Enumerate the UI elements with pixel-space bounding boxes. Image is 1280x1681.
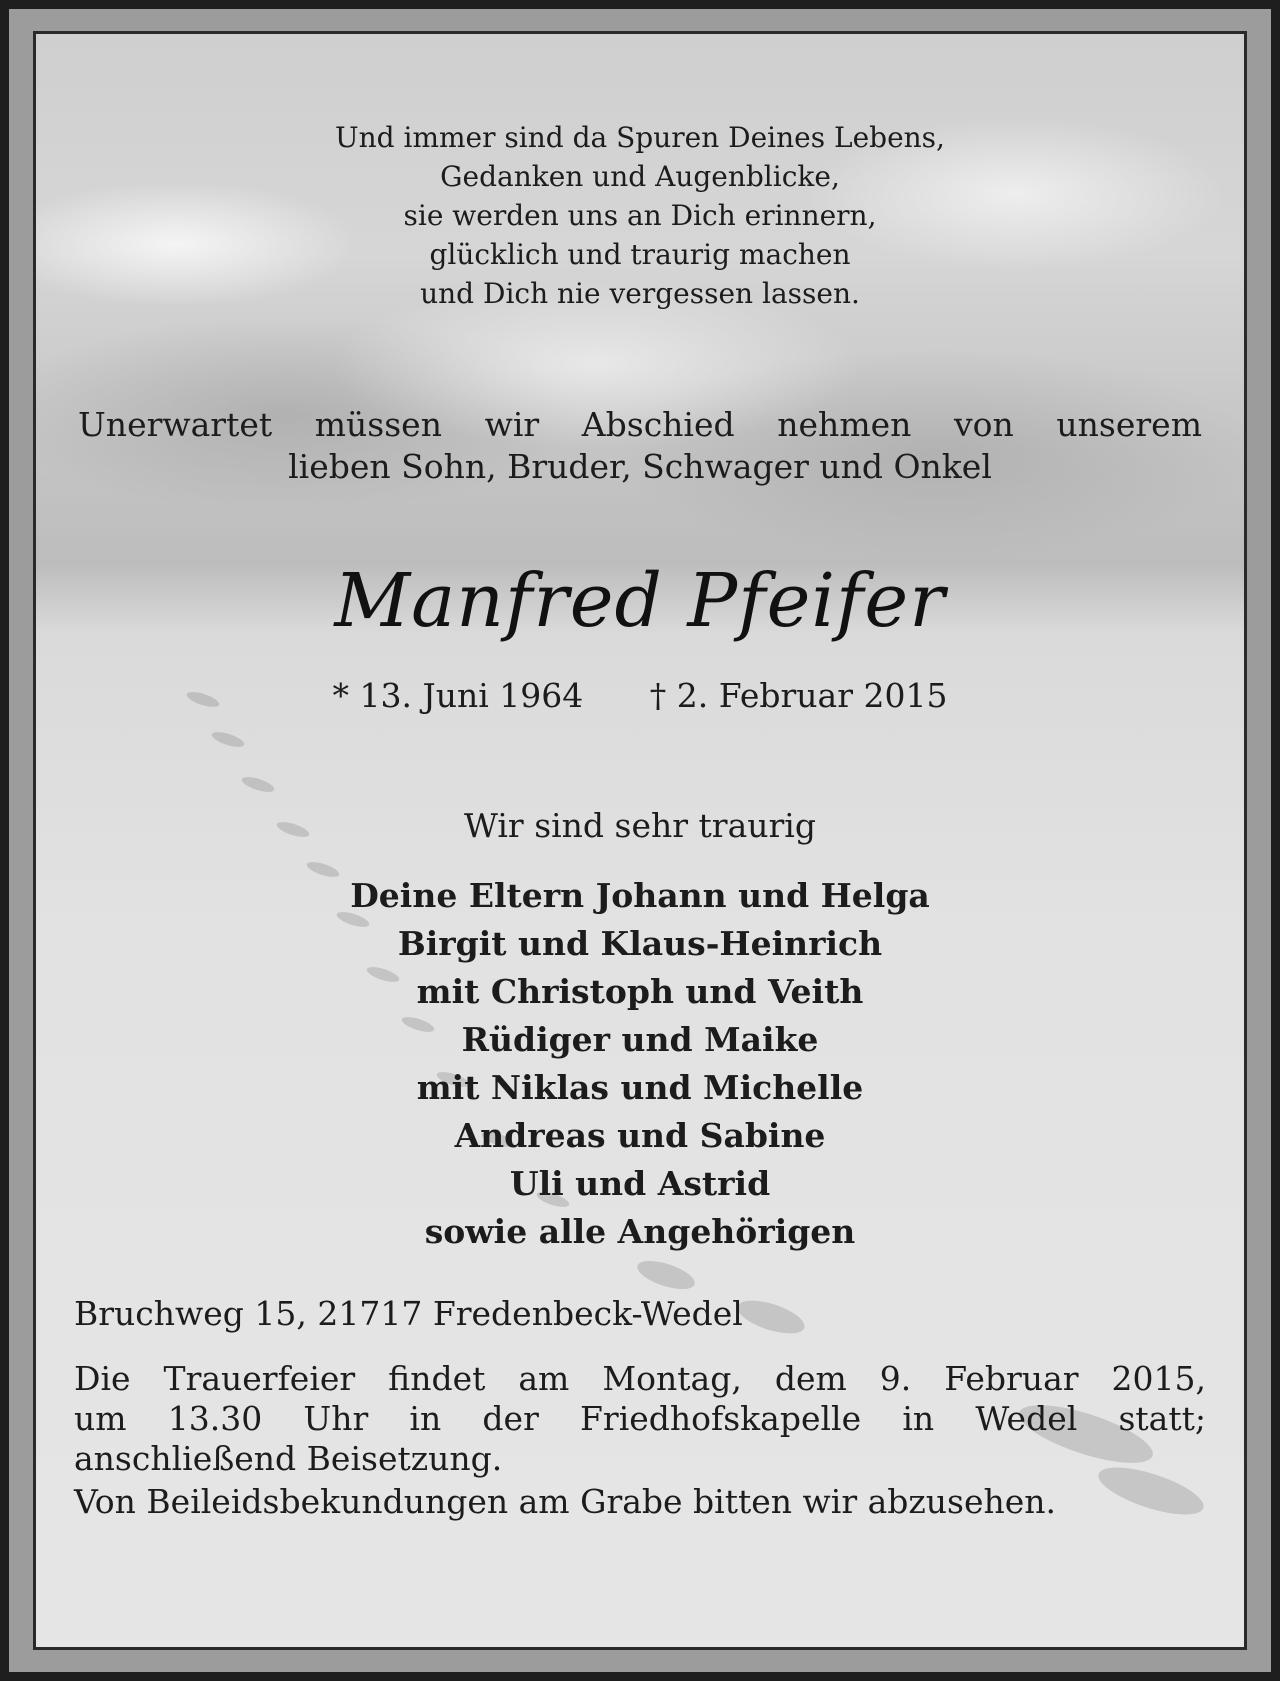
mourning-statement: Wir sind sehr traurig [464,806,816,845]
family-list [36,872,1244,1256]
ceremony-line: anschließend Beisetzung. [74,1439,503,1478]
condolence-note: Von Beileidsbekundungen am Grabe bitten wir abzusehen. [74,1482,1057,1521]
memorial-poem [36,118,1244,313]
poem-line: Und immer sind da Spuren Deines Lebens, [335,121,945,154]
funeral-ceremony-info [74,1359,1206,1479]
farewell-intro [78,404,1202,488]
family-member: Deine Eltern Johann und Helga [350,876,930,915]
family-member: mit Niklas und Michelle [416,1068,864,1107]
intro-line: lieben Sohn, Bruder, Schwager und Onkel [288,447,992,486]
poem-line: Gedanken und Augenblicke, [440,160,840,193]
deceased-name: Manfred Pfeifer [334,558,946,644]
family-member: Rüdiger und Maike [461,1020,819,1059]
grey-border [9,9,1271,1672]
ceremony-line: um 13.30 Uhr in der Friedhofskapelle in Wedel statt; [74,1399,1206,1438]
intro-line: Unerwartet müssen wir Abschied nehmen von unserem [78,405,1202,444]
life-dates [36,676,1244,716]
family-member: mit Christoph und Veith [416,972,864,1011]
family-member: Birgit und Klaus-Heinrich [397,924,883,963]
death-date: † 2. Februar 2015 [649,676,948,715]
poem-line: glücklich und traurig machen [429,238,851,271]
family-member: Uli und Astrid [509,1164,771,1203]
birth-date: * 13. Juni 1964 [332,676,584,715]
family-member: sowie alle Angehörigen [424,1212,856,1251]
obituary-card [33,31,1247,1650]
obituary-content [36,34,1244,1647]
poem-line: und Dich nie vergessen lassen. [420,277,860,310]
poem-line: sie werden uns an Dich erinnern, [403,199,877,232]
family-address: Bruchweg 15, 21717 Fredenbeck-Wedel [74,1294,743,1333]
family-member: Andreas und Sabine [454,1116,826,1155]
ceremony-line: Die Trauerfeier findet am Montag, dem 9. Februar 2015, [74,1359,1206,1398]
